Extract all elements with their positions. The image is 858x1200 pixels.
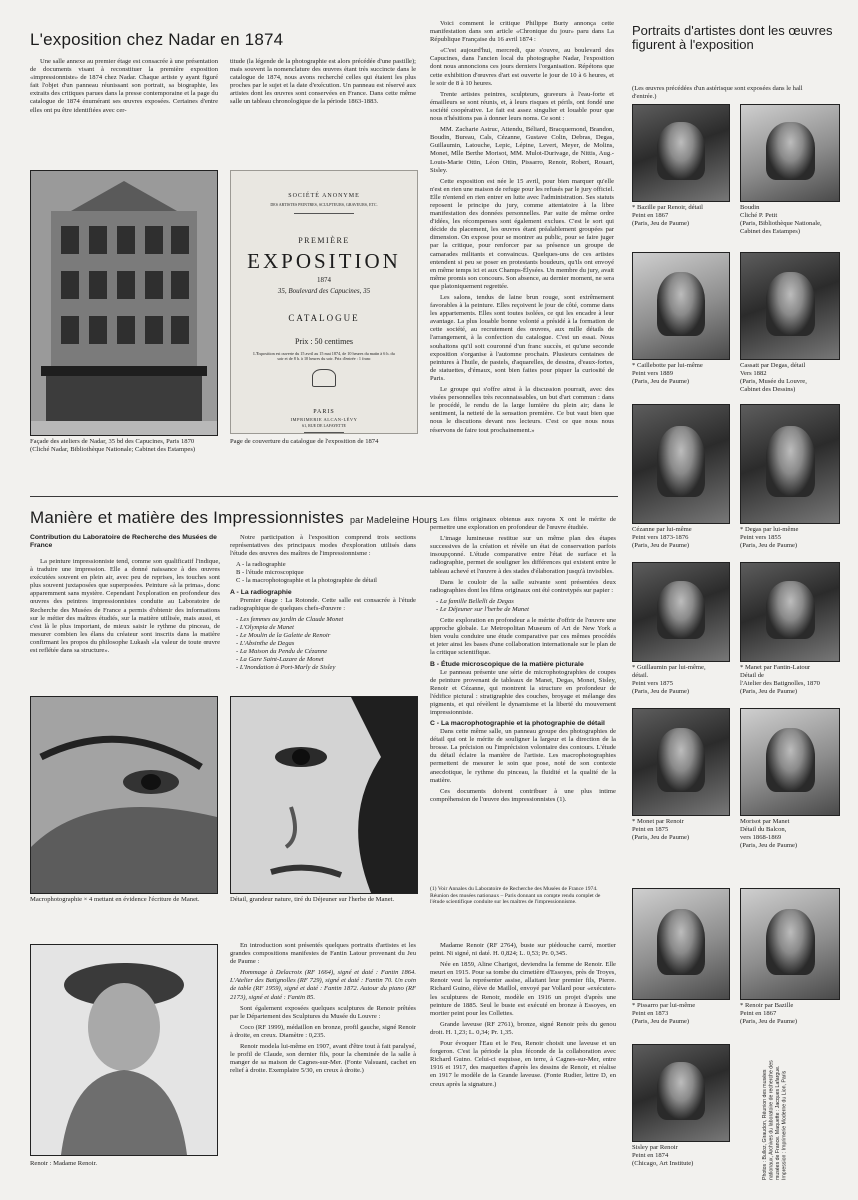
cover-society-sub: DES ARTISTES PEINTRES, SCULPTEURS, GRAVEURS, ETC. [270, 202, 378, 207]
radiographie-heading: A - La radiographie [230, 588, 292, 596]
face-detail-drawing [231, 697, 417, 893]
portrait-cezanne-image [632, 404, 730, 524]
cover-divider-2 [304, 432, 344, 433]
cover-printer-address: 61, RUE DE LAFAYETTE [302, 423, 346, 428]
section2-footnote: (1) Voir Annales du Laboratoire de Recherche des Musées de France 1974. Réunion des musées nationaux – Paris donnant un compte rendu complet de l'étude scientifique conduite sur les maîtres de l'impressionnisme. [430, 886, 601, 906]
building-drawing [31, 171, 217, 435]
section2-subtitle: Contribution du Laboratoire de Recherche des Musées de France [30, 534, 217, 549]
macrophotographie-heading: C - La macrophotographie et la photographie de détail [430, 720, 605, 728]
portrait-bazille: * Bazille par Renoir, détail Peint en 1867 (Paris, Jeu de Paume) [632, 104, 728, 228]
section2-text-colC: Les films originaux obtenus aux rayons X ont le mérite de permettre une exploration en profondeur de l'œuvre étudiée. L'image lumineuse restitue sur un même plan des étapes successives de la création et révèle un état de conservation parfois insoupçonné. L'étude comparative entre l'état de surface et la radiographie, permet de souligner les différences qui existent entre le tableau achevé et l'œuvre à des stades d'élaboration jusqu'à invisibles. Dans le couloir de la salle suivante sont présentées deux radiographies dont les films originaux ont été contretypés sur papier : - La famille Bellelli de Degas - Le Déjeuner sur l'herbe de Manet Cette exploration en profondeur a le mérite d'offrir de l'œuvre une approche globale. Le Metropolitan Museum of Art de New York a bien voulu conduire une étude comparative par ces mêmes procédés et jeter ainsi les bases d'une collaboration internationale sur le plan de la critique scientifique. B - Étude microscopique de la matière picturale Le panneau présente une série de microphotographies de coupes de peinture provenant de tableaux de Manet, Degas, Monet, Sisley, Renoir et Cézanne, qui montrent la structure en profondeur de l'édifice pictural : stratigraphie des couches, broyage et mélange des pigments, et qui révèlent le dynamisme et la liberté du mouvement impressionniste. C - La macrophotographie et la photographie de détail Dans cette même salle, un panneau groupe des photographies de détail qui ont le mérite de souligner la largeur et la direction de la brosse. La précision ou l'imprécision volontaire des contours. L'étude du détail éclaire la manière de l'artiste. Les macrophotographies permettent de mesurer le soin que pose, noté de son contexte anecdotique, le rythme du pinceau, la fluidité et la qualité de la matière. Ces documents doivent contribuer à une plus intime compréhension de l'œuvre des impressionnistes (1). [430, 516, 616, 803]
section1-text-col3: Voici comment le critique Philippe Burty annonça cette manifestation dans son article «Chronique du jour» paru dans La République Française du 16 avril 1874 : «C'est aujourd'hui, mercredi, que s'ouvre, au boulevard des Capucines, dans l'ancien local du photographe Nadar, l'exposition dont nous annoncions ces jours derniers l'organisation. Répétons que cette exhibition d'œuvres d'art est ouverte le jour de 10 à 6 heures, et le soir de 8 à 10 heures. Trente artistes peintres, sculpteurs, graveurs à l'eau-forte et émailleurs se sont réunis, et, à leurs risques et périls, ont fondé une société coopérative. Le fait est assez singulier et louable pour que nous n'hésitions pas à donner leurs noms. Ce sont : MM. Zacharie Astruc, Attendu, Béliard, Bracquemond, Brandon, Boudin, Bureau, Cals, Cézanne, Gustave Colin, Debras, Degas, Guillaumin, Latouche, Lepic, Lépine, Levert, Meyer, de Molins, Monet, Mlle Berthe Morisot, MM. Mulot-Durivage, de Nittis, Aug.-Louis-Marie Ottin, Léon Ottin, Pissarro, Renoir, Robert, Rouart, Sisley. Cette exposition est née le 15 avril, pour bien marquer qu'elle n'est en rien une maison de refuge pour les refusés par le jury officiel. Elle n'entend en rien entrer en lutte avec l'administration. Ses statuts reposent le principe du jury, comme attentatoire à la libre manifestation des données personnelles. Par suite de même ordre d'idées, les récompenses sont également exclues. C'est le sort qui décide du placement, les œuvres étant préalablement groupées par dimension. On expose pour se montrer au public, pour se faire juger par la critique, pour renforcer par sa présence un groupe de camarades militants et convaincus. Quelques-uns de ces artistes entendent si peu se poser en protestants boudeurs, qu'ils ont envoyé en même temps ici et aux Champs-Élysées. Un membre du jury, avait même promis son concours. Son absence, au dernier moment, ne sera que platoniquement regrettée. Les salons, tendus de laine brun rouge, sont extrêmement favorables à la peinture. Elles reçoivent le jour de côté, comme dans les appartements. Elles sont toutes isolées, ce qui les encadre à leur avantage. La plus louable bonne volonté a présidé à la formation de cette société, au recrutement des œuvres, aux mille détails de l'arrangement, à la confection du catalogue. C'est un essai. Nous souhaitons qu'il soit couronné d'un franc succès, et qu'une seconde exposition s'organise à l'automne prochain. Plusieurs centaines de peintures à l'huile, de pastels, d'aquarelles, de dessins, d'eaux-fortes, de statuettes, d'émaux, sont bien faites pour piquer la curiosité de Paris. Le groupe qui s'offre ainsi à la discussion pourrait, avec des visées personnelles très reconnaissables, un but d'art commun : dans le procédé, le rendu de la large lumière du plein air; dans le sentiment, la netteté de la sensation première. Ce but vaut bien que nous le discutions devant nos lecteurs. C'est ce que nous nous réservons de faire tout prochainement.» [430, 20, 614, 434]
portrait-boudin: Boudin Cliché P. Petit (Paris, Bibliothèque Nationale, Cabinet des Estampes) [740, 104, 838, 236]
section-divider [30, 496, 618, 497]
cover-premiere: PREMIÈRE [298, 236, 350, 245]
cover-divider [294, 213, 354, 214]
portraits-title: Portraits d'artistes dont les œuvres figurent à l'exposition [632, 23, 833, 52]
portrait-renoir-image [740, 888, 840, 1000]
portrait-caillebotte-image [632, 252, 730, 360]
dejeuner-detail-image [230, 696, 418, 894]
portrait-cassatt: Cassatt par Degas, détail Vers 1882 (Paris, Musée du Louvre, Cabinet des Dessins) [740, 252, 838, 394]
catalogue-caption: Page de couverture du catalogue de l'exposition de 1874 [230, 438, 379, 445]
section3-text-col1: En introduction sont présentés quelques portraits d'artistes et les grandes compositions manifestes de Fantin Latour provenant du Jeu de Paume : Hommage à Delacroix (RF 1664), signé et daté : Fantin 1864. L'Atelier des Batignolles (RF 729), signé et daté : Fantin 70. Un coin de table (RF 1959), signé et daté : Fantin 1872. Autour du piano (RF 2173), signé et daté : Fantin 85. Sont également exposées quelques sculptures de Renoir prêtées par le Département des Sculptures du Musée du Louvre : Coco (RF 1999), médaillon en bronze, profil gauche, signé Renoir à droite, en creux. Diamètre : 0,235. Renoir modela lui-même en 1907, avant d'être tout à fait paralysé, le profil de Claude, son dernier fils, pour la cheminée de la salle à manger de sa maison de Cagnes-sur-Mer. (Fonte Valsuani, cachet en relief à droite. Exemplaire 5/30, en creux à droite.) [230, 942, 416, 1075]
portrait-cezanne: Cézanne par lui-même Peint vers 1873-1876 (Paris, Jeu de Paume) [632, 404, 728, 550]
brushstroke-texture [31, 697, 217, 893]
bust-drawing [31, 945, 217, 1155]
section2-byline: par Madeleine Hours [349, 515, 438, 525]
cover-ornament-icon [312, 369, 336, 387]
macrophotography-image [30, 696, 218, 894]
portrait-sisley-image [632, 1044, 730, 1142]
portrait-boudin-image [740, 104, 840, 202]
portraits-note: (Les œuvres précédées d'un astérisque sont exposées dans le hall d'entrée.) [632, 85, 803, 100]
microscopique-heading: B - Étude microscopique de la matière picturale [430, 660, 584, 668]
section3-text-col2: Madame Renoir (RF 2764), buste sur piédouche carré, mortier peint. Ni signé, ni daté. H. 0,824; L. 0,53; Pr. 0,345. Née en 1859, Aline Charigot, deviendra la femme de Renoir. Elle meurt en 1915. Pour sa tombe du cimetière d'Essoyes, près de Troyes, Renoir veut la représenter assise, allaitant leur premier fils, Pierre. Richard Guino, élève de Maillol, envoyé par Vollard pour «exécuter» les sculptures de Renoir, modèle en 1916 un projet d'après une peinture de 1885. Seul le buste est exécuté en bronze à Essoyes, en mortier peint pour les Collettes. Grande laveuse (RF 2761), bronze, signé Renoir près du genou droit. H. 1,23; L. 0,34; Pr. 1,35. Pour évoquer l'Eau et le Feu, Renoir choisit une laveuse et un forgeron. C'est la période la plus féconde de la collaboration avec Richard Guino. Celui-ci esquisse, en terre, à Cagnes-sur-Mer, entre 1916 et 1917, des maquettes d'après les dessins de Renoir, et réalise en 1917 le modèle de la Grande laveuse. (Fonte Rudier, lettre D, en creux après la signature.) [430, 942, 616, 1088]
portrait-degas-image [740, 404, 840, 524]
cover-year: 1874 [317, 276, 331, 284]
portrait-monet-image [632, 708, 730, 816]
contretype-works-list: - La famille Bellelli de Degas - Le Déjeuner sur l'herbe de Manet [436, 597, 529, 613]
portrait-morisot: Morisot par Manet Détail du Balcon, vers 1868-1869 (Paris, Jeu de Paume) [740, 708, 838, 850]
cover-catalogue: CATALOGUE [288, 313, 360, 323]
section1-title: L'exposition chez Nadar en 1874 [30, 30, 284, 49]
nadar-photo-caption: Façade des ateliers de Nadar, 35 bd des Capucines, Paris 1870 (Cliché Nadar, Bibliothèque Nationale; Cabinet des Estampes) [30, 438, 196, 453]
portrait-renoir: * Renoir par Bazille Peint en 1867 (Paris, Jeu de Paume) [740, 888, 838, 1026]
madame-renoir-caption: Renoir : Madame Renoir. [30, 1160, 98, 1167]
section1-text-col2: titude (la légende de la photographie est alors précédée d'une pastille); mais souvent la nomenclature des œuvres étant très succincte dans le catalogue de 1874, nous avons recherché celles qui étaient les plus proches par le sujet et la date d'exécution. Un panneau est réservé aux artistes dont les œuvres sont conservées en France. Dans cette même salle un tableau chronologique de la période 1863-1883. [230, 58, 416, 106]
portrait-caillebotte: * Caillebotte par lui-même Peint vers 1889 (Paris, Jeu de Paume) [632, 252, 728, 386]
cover-exposition: EXPOSITION [247, 249, 401, 273]
cover-society: SOCIÉTÉ ANONYME [288, 193, 360, 199]
portrait-morisot-image [740, 708, 840, 816]
portrait-manet: * Manet par Fantin-Latour Détail de l'Atelier des Batignolles, 1870 (Paris, Jeu de Paume) [740, 562, 838, 696]
portrait-bazille-image [632, 104, 730, 202]
portrait-guillaumin: * Guillaumin par lui-même, détail. Peint vers 1875 (Paris, Jeu de Paume) [632, 562, 728, 696]
section2-text-colB: Notre participation à l'exposition comprend trois sections représentatives des principaux modes d'exploration utilisés dans l'étude des œuvres des maîtres de l'impressionnisme : A - la radiographie B - l'étude microscopique C - la macrophotographie et la photographie de détail A - La radiographie Premier étage : La Rotonde. Cette salle est consacrée à l'étude radiographique de quelques chefs-d'œuvre : - Les femmes au jardin de Claude Monet - L'Olympia de Manet - Le Moulin de la Galette de Renoir - L'Absinthe de Degas - La Maison du Pendu de Cézanne - La Gare Saint-Lazare de Monet - L'Inondation à Port-Marly de Sisley [230, 534, 416, 672]
portrait-cassatt-image [740, 252, 840, 360]
cover-printer: IMPRIMERIE ALCAN-LÉVY [290, 417, 358, 422]
cover-address: 35, Boulevard des Capucines, 35 [277, 287, 371, 295]
photo-credits: Photos : Bulloz, Giraudon, Réunion des musées nationaux, Archives du laboratoire de recherche des musées de France. Maquette : Jacques Lafargue. Impression : Imprimerie Moderne du Lion, Paris [762, 1060, 788, 1180]
cover-city: PARIS [313, 409, 335, 415]
catalogue-cover [230, 170, 418, 434]
macrophotography-caption: Macrophotographie × 4 mettant en évidence l'écriture de Manet. [30, 896, 200, 903]
dejeuner-detail-caption: Détail, grandeur nature, tiré du Déjeuner sur l'herbe de Manet. [230, 896, 395, 903]
section1-text-col1: Une salle annexe au premier étage est consacrée à une présentation de documents visant à reconstituer la première exposition «impressionniste» de 1874 chez Nadar. Chaque artiste y ayant figuré fait l'objet d'un panneau réunissant son portrait, sa biographie, les extraits des critiques parues dans la presse contemporaine et la page du catalogue de 1874 énumérant ses œuvres exposées. Certaines d'entre elles ont pu être identifiées avec cer- [30, 58, 218, 114]
radiographie-works-list: - Les femmes au jardin de Claude Monet - L'Olympia de Manet - Le Moulin de la Galette de Renoir - L'Absinthe de Degas - La Maison du Pendu de Cézanne - La Gare Saint-Lazare de Monet - L'Inondation à Port-Marly de Sisley [236, 615, 344, 672]
portrait-monet: * Monet par Renoir Peint en 1875 (Paris, Jeu de Paume) [632, 708, 728, 842]
portrait-manet-image [740, 562, 840, 662]
madame-renoir-bust-image [30, 944, 218, 1156]
portrait-pissarro: * Pissarro par lui-même Peint en 1873 (Paris, Jeu de Paume) [632, 888, 728, 1026]
portrait-pissarro-image [632, 888, 730, 1000]
portrait-sisley: Sisley par Renoir Peint en 1874 (Chicago, Art Institute) [632, 1044, 728, 1168]
cover-info: L'Exposition est ouverte du 15 avril au 15 mai 1874, de 10 heures du matin à 6 h. du soir et de 8 h. à 10 heures du soir. Prix d'entrée : 1 franc [253, 351, 395, 361]
portrait-degas: * Degas par lui-même Peint vers 1855 (Paris, Jeu de Paume) [740, 404, 838, 550]
section2-title: Manière et matière des Impressionnistes par Madeleine Hours [30, 508, 438, 527]
exploration-modes-list: A - la radiographie B - l'étude microscopique C - la macrophotographie et la photographie de détail [236, 561, 377, 585]
nadar-facade-photo [30, 170, 218, 436]
cover-prix: Prix : 50 centimes [295, 337, 353, 346]
portrait-guillaumin-image [632, 562, 730, 662]
section2-text-colA: La peinture impressionniste tend, comme son qualificatif l'indique, à traduire une impression. Elle a donné naissance à des œuvres exécutées souvent en plein air, avec peu de reprises, les touches sont plus souvent juxtaposées que superposées. Peinture «à la prima», donc apparemment sans mystère. Cependant l'exploration en profondeur des œuvres des peintres impressionnistes conduite au Laboratoire de Recherche des Musées de France a permis d'obtenir des informations sur le métier des maîtres étudiés, sur la matière utilisée, mais aussi, et c'est là le plus important, de mieux saisir le rythme du pinceau, de mesurer combien les élans du créateur sont inscrits dans la matière confirmant les propos du philosophe Lukash «la valeur de toute œuvre est reflétée dans sa structure». [30, 558, 220, 655]
